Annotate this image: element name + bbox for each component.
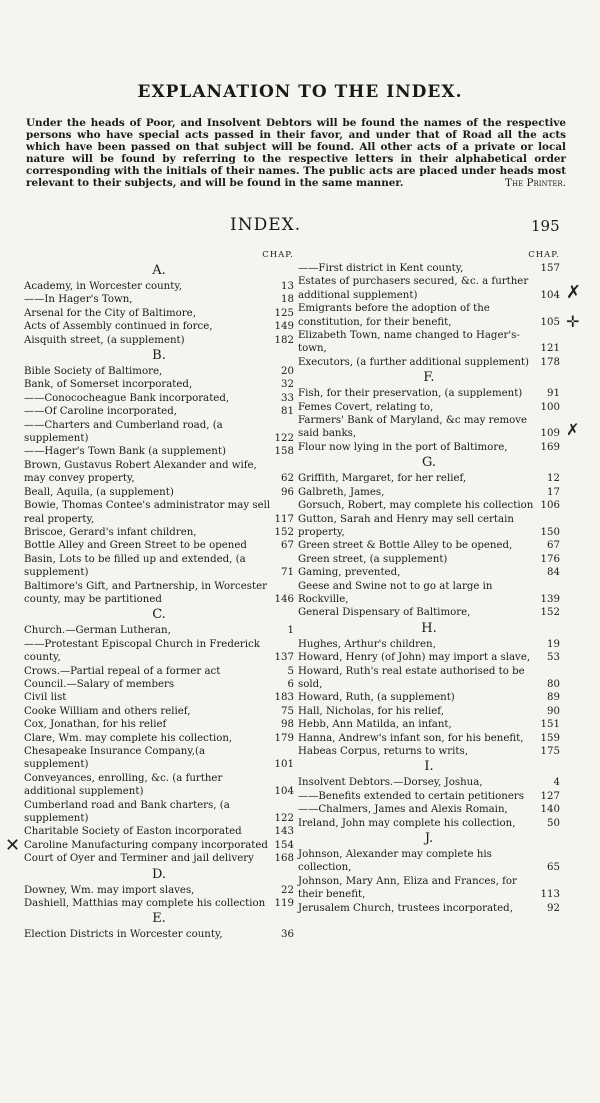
chapter-number: 13 [281, 281, 294, 292]
chapter-number: 125 [274, 307, 294, 319]
entry-text: Farmers' Bank of Maryland, &c may remove said banks, [298, 415, 528, 440]
entry-text: Green street, (a supplement) [298, 553, 448, 565]
entry-text: Acts of Assembly continued in force, [24, 321, 213, 333]
index-entry [24, 638, 294, 665]
chapter-number: 119 [274, 898, 294, 910]
entry-text: Johnson, Mary Ann, Eliza and Frances, for their benefit, [298, 875, 517, 901]
entry-text: ——Chalmers, James and Alexis Romain, [298, 804, 508, 816]
chapter-number: 149 [274, 321, 294, 333]
index-entry [298, 553, 560, 566]
chapter-number: 183 [274, 692, 294, 704]
chapter-number: 80 [547, 678, 560, 690]
chapter-number: 19 [547, 638, 560, 650]
entry-text: Church.—German Lutheran, [24, 625, 171, 637]
index-entry [298, 875, 560, 902]
entry-text: Hughes, Arthur's children, [298, 638, 436, 650]
entry-text: ——In Hager's Town, [24, 294, 133, 306]
index-entry [24, 665, 294, 678]
index-entry [24, 405, 294, 418]
index-entry [298, 732, 560, 745]
entry-text: Executors, (a further additional supplement) [298, 356, 529, 368]
chapter-number: 146 [274, 593, 294, 605]
chapter-number: 67 [547, 540, 560, 552]
entry-text: Downey, Wm. may import slaves, [24, 884, 195, 896]
entry-text: Howard, Ruth's real estate authorised to be sold, [298, 665, 525, 690]
entry-text: Conveyances, enrolling, &c. (a further additional supplement) [24, 772, 223, 798]
handwritten-margin-mark: ✗ [566, 282, 582, 303]
entry-text: Dashiell, Matthias may complete his collection [24, 898, 266, 910]
explanation-paragraph [26, 117, 566, 189]
index-entry [298, 401, 560, 414]
chapter-number: 18 [281, 294, 294, 306]
chapter-number: 158 [274, 446, 294, 458]
index-entry [24, 732, 294, 745]
index-entry [298, 441, 560, 454]
index-entry [298, 651, 560, 664]
index-title: INDEX. [230, 215, 302, 235]
chapter-number: 6 [287, 678, 294, 690]
index-entry [298, 387, 560, 400]
chapter-number: 140 [540, 804, 560, 816]
chapter-number: 17 [547, 486, 560, 498]
section-letter: I. [424, 759, 434, 775]
entry-text: ——First district in Kent county, [298, 263, 464, 274]
chapter-number: 159 [540, 732, 560, 744]
entry-text: ——Benefits extended to certain petitioners [298, 790, 524, 802]
chapter-number: 91 [547, 388, 560, 400]
entry-text: Griffith, Margaret, for her relief, [298, 473, 467, 485]
chapter-number: 121 [540, 343, 560, 355]
entry-text: Caroline Manufacturing company incorporated [24, 839, 268, 851]
index-entry [298, 513, 560, 540]
entry-text: Geese and Swine not to go at large in Rockville, [298, 580, 493, 605]
entry-text: Academy, in Worcester county, [24, 281, 182, 292]
index-entry [24, 745, 294, 772]
handwritten-margin-mark: ✗ [566, 420, 580, 439]
chapter-number: 84 [547, 567, 560, 579]
chapter-number: 81 [281, 406, 294, 418]
chapter-number: 117 [274, 513, 294, 525]
explanation-text: Under the heads of Poor, and Insolvent Debtors will be found the names of the respective persons who have special acts passed in their favor, and under that of Road all the acts which have been passed on that subject will be found. All other acts of a private or local nature will be found by referring to the respective letters in their alphabetical order corresponding with the initials of their names. The public acts are placed under heads most relevant to their subjects, and will be found in the same manner. [26, 117, 566, 189]
index-entry [24, 486, 294, 499]
entry-text: Habeas Corpus, returns to writs, [298, 746, 468, 757]
index-entry [24, 539, 294, 552]
entry-text: Bible Society of Baltimore, [24, 366, 163, 378]
entry-text: Bottle Alley and Green Street to be opened [24, 540, 247, 552]
chapter-number: 182 [274, 334, 294, 346]
index-entry [298, 356, 560, 369]
section-letter: B. [152, 348, 166, 364]
index-entry [24, 280, 294, 293]
entry-text: ——Conococheague Bank incorporated, [24, 392, 230, 404]
section-letter: J. [424, 831, 434, 847]
chapter-number: 157 [540, 263, 560, 274]
chapter-number: 152 [540, 607, 560, 619]
section-letter: F. [423, 370, 435, 386]
left-entry-list [24, 263, 294, 942]
chapter-number: 175 [540, 746, 560, 757]
index-entry [298, 665, 560, 692]
index-entry [298, 776, 560, 789]
entry-text: Gaming, prevented, [298, 567, 401, 579]
chapter-number: 90 [547, 705, 560, 717]
chapter-number: 122 [274, 813, 294, 825]
chapter-number: 169 [540, 441, 560, 453]
entry-text: Hanna, Andrew's infant son, for his benefit, [298, 732, 524, 744]
index-entry [298, 539, 560, 552]
entry-text: Elizabeth Town, name changed to Hager's-town, [298, 330, 520, 355]
index-entry [298, 638, 560, 651]
chapter-number: 152 [274, 526, 294, 538]
chapter-number: 122 [274, 433, 294, 445]
chapter-number: 50 [547, 817, 560, 829]
chapter-number: 62 [281, 473, 294, 485]
index-entry [24, 928, 294, 941]
index-entry [298, 817, 560, 830]
right-entry-list [298, 262, 560, 915]
entry-text: Aisquith street, (a supplement) [24, 334, 185, 346]
index-entry [298, 803, 560, 816]
chapter-number: 12 [547, 473, 560, 485]
entry-text: Green street & Bottle Alley to be opened, [298, 540, 513, 552]
chapter-number: 1 [287, 625, 294, 637]
index-entry [298, 414, 560, 441]
index-entry [298, 275, 560, 302]
printer-signature: The Printer. [505, 177, 566, 189]
index-entry [24, 307, 294, 320]
chapter-number: 92 [547, 902, 560, 914]
index-entry [298, 705, 560, 718]
index-entry [24, 392, 294, 405]
chapter-number: 106 [540, 500, 560, 512]
index-entry [24, 839, 294, 852]
index-entry [298, 302, 560, 329]
index-entry [24, 445, 294, 458]
entry-text: Council.—Salary of members [24, 678, 175, 690]
chapter-number: 143 [274, 826, 294, 838]
chapter-number: 89 [547, 692, 560, 704]
entry-text: Arsenal for the City of Baltimore, [24, 307, 196, 319]
chap-label-right: CHAP. [528, 250, 560, 260]
index-entry [298, 745, 560, 758]
chapter-number: 22 [281, 884, 294, 896]
entry-text: Cumberland road and Bank charters, (a supplement) [24, 799, 230, 825]
index-entry [298, 566, 560, 579]
entry-text: Ireland, John may complete his collection, [298, 817, 516, 829]
index-entry [24, 526, 294, 539]
entry-text: ——Of Caroline incorporated, [24, 406, 177, 418]
entry-text: Estates of purchasers secured, &c. a further additional supplement) [298, 276, 529, 301]
index-entry [298, 329, 560, 356]
chapter-number: 36 [281, 929, 294, 941]
index-entry [298, 790, 560, 803]
entry-text: Fish, for their preservation, (a supplement) [298, 388, 523, 400]
chapter-number: 101 [274, 759, 294, 771]
chapter-number: 104 [540, 289, 560, 301]
entry-text: ——Hager's Town Bank (a supplement) [24, 446, 226, 458]
entry-text: Cox, Jonathan, for his relief [24, 719, 167, 731]
index-entry [298, 606, 560, 619]
entry-text: Howard, Henry (of John) may import a slave, [298, 652, 531, 664]
chapter-number: 98 [281, 719, 294, 731]
chapter-number: 137 [274, 652, 294, 664]
index-entry [298, 691, 560, 704]
chapter-number: 154 [274, 839, 294, 851]
entry-text: Insolvent Debtors.—Dorsey, Joshua, [298, 777, 483, 789]
chapter-number: 32 [281, 379, 294, 391]
chapter-number: 75 [281, 705, 294, 717]
index-entry [24, 772, 294, 799]
chapter-number: 33 [281, 392, 294, 404]
entry-text: ——Protestant Episcopal Church in Frederick county, [24, 638, 260, 664]
entry-text: Beall, Aquila, (a supplement) [24, 486, 174, 498]
left-index-column [24, 250, 294, 942]
index-entry [298, 848, 560, 875]
entry-text: Femes Covert, relating to, [298, 401, 434, 413]
chapter-number: 178 [540, 356, 560, 368]
index-entry [24, 678, 294, 691]
index-entry [298, 718, 560, 731]
chapter-number: 150 [540, 526, 560, 538]
chapter-number: 127 [540, 790, 560, 802]
entry-text: Cooke William and others relief, [24, 705, 191, 717]
section-letter: H. [421, 620, 437, 636]
index-entry [24, 852, 294, 865]
entry-text: Gutton, Sarah and Henry may sell certain property, [298, 513, 514, 538]
chapter-number: 105 [540, 316, 560, 328]
entry-text: Howard, Ruth, (a supplement) [298, 692, 455, 704]
chap-label-left: CHAP. [262, 250, 294, 260]
chapter-number: 176 [540, 553, 560, 565]
page-number: 195 [531, 217, 560, 235]
chapter-number: 109 [540, 428, 560, 440]
chapter-number: 96 [281, 486, 294, 498]
index-entry [298, 499, 560, 512]
entry-text: Galbreth, James, [298, 486, 385, 498]
chapter-number: 20 [281, 366, 294, 378]
chapter-number: 151 [540, 719, 560, 731]
entry-text: Court of Oyer and Terminer and jail delivery [24, 853, 254, 865]
entry-text: Clare, Wm. may complete his collection, [24, 732, 233, 744]
section-letter: D. [151, 866, 167, 882]
entry-text: Hebb, Ann Matilda, an infant, [298, 719, 452, 731]
section-letter: E. [152, 911, 166, 927]
index-entry [24, 334, 294, 347]
chapter-number: 5 [287, 665, 294, 677]
chapter-number: 67 [281, 540, 294, 552]
chapter-number: 65 [547, 862, 560, 874]
entry-text: Election Districts in Worcester county, [24, 929, 223, 941]
entry-text: ——Charters and Cumberland road, (a supplement) [24, 419, 223, 445]
handwritten-margin-mark: ✛ [566, 312, 580, 331]
entry-text: Bank, of Somerset incorporated, [24, 379, 193, 391]
section-letter: G. [421, 455, 437, 471]
index-entry [24, 293, 294, 306]
chapter-number: 113 [540, 889, 560, 901]
index-entry [24, 378, 294, 391]
entry-text: Brown, Gustavus Robert Alexander and wife, may convey property, [24, 459, 257, 485]
entry-text: Flour now lying in the port of Baltimore, [298, 441, 508, 453]
index-entry [24, 365, 294, 378]
explanation-heading: EXPLANATION TO THE INDEX. [137, 82, 463, 102]
index-entry [24, 705, 294, 718]
index-entry [298, 902, 560, 915]
index-entry [24, 459, 294, 486]
section-letter: A. [152, 263, 166, 278]
index-entry [24, 553, 294, 580]
entry-text: Johnson, Alexander may complete his collection, [298, 849, 492, 874]
index-entry [298, 580, 560, 607]
entry-text: Gorsuch, Robert, may complete his collection [298, 500, 534, 512]
entry-text: Basin, Lots to be filled up and extended, (a supplement) [24, 553, 246, 579]
handwritten-cross-mark: ✕ [5, 835, 21, 856]
entry-text: Hall, Nicholas, for his relief, [298, 705, 444, 717]
entry-text: Emigrants before the adoption of the constitution, for their benefit, [298, 303, 490, 328]
index-entry [24, 884, 294, 897]
chapter-number: 179 [274, 732, 294, 744]
chapter-number: 168 [274, 853, 294, 865]
chapter-number: 53 [547, 652, 560, 664]
chapter-number: 104 [274, 786, 294, 798]
index-entry [24, 419, 294, 446]
index-entry [24, 320, 294, 333]
index-entry [298, 486, 560, 499]
index-entry [24, 499, 294, 526]
entry-text: Chesapeake Insurance Company,(a supplement) [24, 746, 206, 771]
chapter-number: 71 [281, 567, 294, 579]
entry-text: Crows.—Partial repeal of a former act [24, 665, 221, 677]
entry-text: Civil list [24, 692, 67, 704]
index-entry [24, 624, 294, 637]
index-entry [24, 691, 294, 704]
index-entry [24, 718, 294, 731]
index-entry [24, 580, 294, 607]
index-entry [24, 897, 294, 910]
chapter-number: 100 [540, 401, 560, 413]
entry-text: General Dispensary of Baltimore, [298, 607, 471, 619]
chapter-number: 4 [553, 777, 560, 789]
entry-text: Jerusalem Church, trustees incorporated, [298, 902, 513, 914]
entry-text: Bowie, Thomas Contee's administrator may sell real property, [24, 500, 271, 525]
entry-text: Charitable Society of Easton incorporated [24, 826, 242, 838]
index-entry [24, 799, 294, 826]
index-entry [24, 825, 294, 838]
index-entry [298, 472, 560, 485]
section-letter: C. [152, 607, 166, 623]
entry-text: Baltimore's Gift, and Partnership, in Worcester county, may be partitioned [24, 580, 267, 605]
index-entry [298, 262, 560, 275]
entry-text: Briscoe, Gerard's infant children, [24, 526, 197, 538]
right-index-column [298, 250, 560, 915]
chapter-number: 139 [540, 593, 560, 605]
